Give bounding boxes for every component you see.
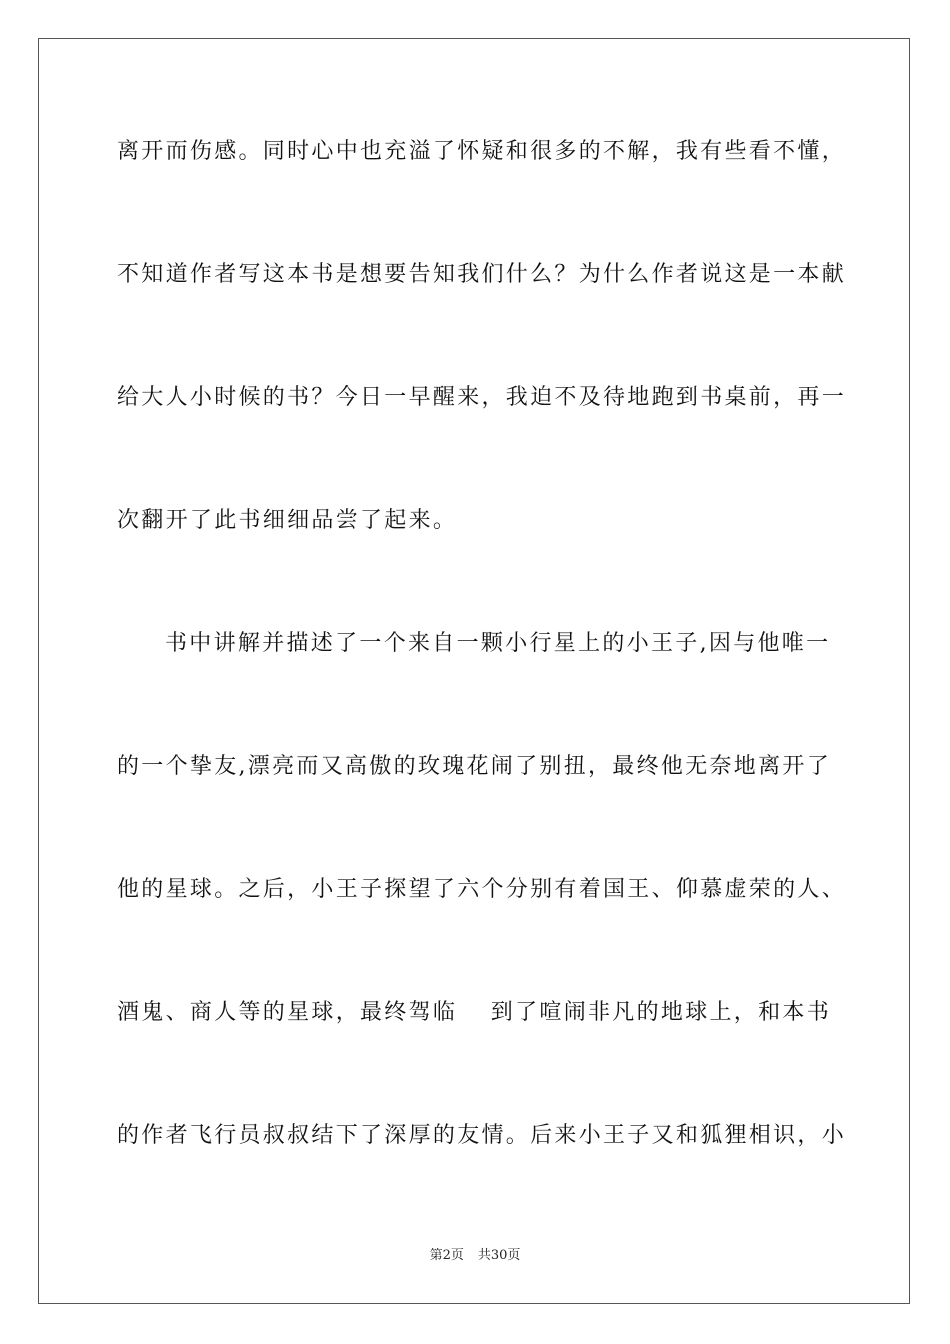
page-border [38,38,910,1304]
page-footer [0,1247,950,1265]
body-line-9: 的作者飞行员叔叔结下了深厚的友情。后来小王子又和狐狸相识，小 [117,1123,847,1148]
body-line-6: 的一个挚友,漂亮而又高傲的玫瑰花闹了别扭，最终他无奈地离开了 [117,754,831,779]
body-line-1: 离开而伤感。同时心中也充溢了怀疑和很多的不解，我有些看不懂， [117,139,847,164]
body-line-2: 不知道作者写这本书是想要告知我们什么？为什么作者说这是一本献 [117,262,847,287]
page-total: 共30页 [477,1248,521,1263]
body-line-7: 他的星球。之后，小王子探望了六个分别有着国王、仰慕虚荣的人、 [117,877,847,902]
body-line-3: 给大人小时候的书？今日一早醒来，我迫不及待地跑到书桌前，再一 [117,385,847,410]
body-line-8: 酒鬼、商人等的星球，最终驾临 到了喧闹非凡的地球上，和本书 [117,1000,831,1025]
body-line-4: 次翻开了此书细细品尝了起来。 [117,508,458,533]
page-number: 第2页 [429,1248,464,1263]
body-line-5: 书中讲解并描述了一个来自一颗小行星上的小王子,因与他唯一 [165,631,831,656]
